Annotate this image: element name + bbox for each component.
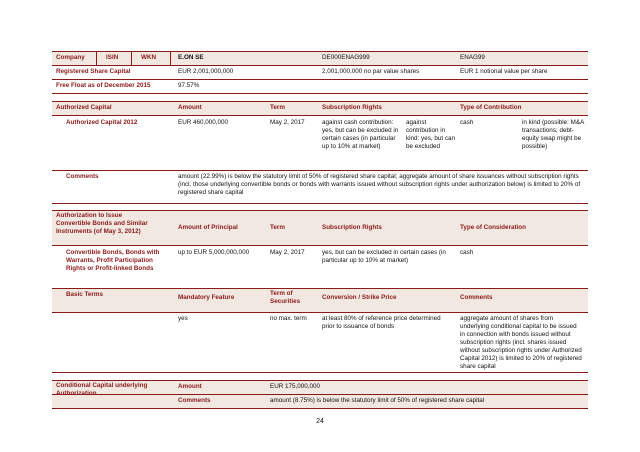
rule (52, 372, 588, 373)
convertible-consideration: cash (460, 249, 474, 256)
rule (52, 93, 588, 94)
conversion-strike-price-column-header: Conversion / Strike Price (322, 294, 397, 301)
type-of-contribution-column-header: Type of Contribution (460, 104, 522, 111)
registered-capital-notional: EUR 1 notional value per share (460, 68, 548, 75)
mandatory-feature-value: yes (178, 315, 188, 322)
rule (52, 79, 588, 80)
basic-terms-comments: aggregate amount of shares from underlying conditional capital to be issued in connection with bonds issued without subscription rights (incl. shares issued without subscription rights under Authorized Capital 2012) is limited to 20% of registered share capital (460, 315, 582, 370)
conditional-comments-label: Comments (178, 397, 211, 404)
rule (52, 170, 588, 171)
wkn-label: WKN (141, 54, 157, 61)
authorized-capital-2012-label: Authorized Capital 2012 (66, 119, 138, 126)
convertible-amount: up to EUR 5,000,000,000 (178, 249, 250, 256)
contribution-type-cash: cash (460, 119, 474, 126)
free-float-label: Free Float as of December 2015 (56, 82, 151, 89)
conditional-capital-label: Conditional Capital underlying Authorization (56, 382, 148, 397)
authorized-capital-amount: EUR 460,000,000 (178, 119, 229, 126)
authorized-capital-comments: amount (22.99%) is below the statutory limit of 50% of registered share capital; aggregate amount of share issuances without subscription rights (incl. those underlying convertible bonds or bonds with warrants issued without subscription rights under authorization below) is limited to 20% of registered share capital (178, 173, 581, 196)
term-of-securities-value: no max. term (270, 315, 307, 322)
column-divider (131, 51, 132, 65)
column-divider (96, 51, 97, 65)
term-column-header: Term (270, 224, 285, 231)
authorized-capital-comments-label: Comments (66, 173, 99, 180)
rule (52, 65, 588, 66)
registered-capital-amount: EUR 2,001,000,000 (178, 68, 234, 75)
convertible-subscription-rights: yes, but can be excluded in certain cases (in particular up to 10% at market) (322, 249, 446, 264)
registered-capital-label: Registered Share Capital (56, 68, 131, 75)
convertible-bonds-label: Convertible Bonds, Bonds with Warrants, Profit Participation Rights or Profit-linked Bonds (66, 249, 160, 272)
isin-label: ISIN (106, 54, 119, 61)
amount-column-header: Amount (178, 104, 202, 111)
comments-column-header: Comments (460, 294, 493, 301)
rule (52, 245, 588, 246)
rule (52, 312, 588, 313)
isin-value: DE000ENAG999 (322, 54, 370, 61)
header-band (52, 51, 588, 65)
wkn-value: ENAG99 (460, 54, 485, 61)
rule (52, 288, 588, 289)
convertible-section-label: Authorization to Issue Convertible Bonds and Similar Instruments (of May 3, 2012) (56, 212, 148, 235)
amount-of-principal-column-header: Amount of Principal (178, 224, 238, 231)
subscription-rights-cash: against cash contribution: yes, but can be excluded in certain cases (in particular up to 10% at market) (322, 119, 399, 150)
company-name: E.ON SE (178, 54, 204, 61)
term-column-header: Term (270, 104, 285, 111)
authorized-capital-section-label: Authorized Capital (56, 104, 112, 111)
rule (52, 210, 588, 211)
conversion-strike-price-value: at least 80% of reference price determined prior to issuance of bonds (322, 315, 441, 330)
subscription-rights-column-header: Subscription Rights (322, 104, 382, 111)
basic-terms-label: Basic Terms (66, 291, 103, 298)
contribution-type-kind: in kind (possible: M&A transactions; debt-equity swap might be possible) (522, 119, 584, 150)
term-of-securities-column-header: Term of Securities (270, 290, 301, 305)
page-number: 24 (316, 418, 324, 425)
rule (52, 101, 588, 102)
subscription-rights-kind: against contribution in kind: yes, but can be excluded (406, 119, 456, 150)
rule (52, 380, 588, 381)
subscription-rights-column-header: Subscription Rights (322, 224, 382, 231)
conditional-amount-label: Amount (178, 383, 202, 390)
mandatory-feature-column-header: Mandatory Feature (178, 294, 235, 301)
company-label: Company (56, 54, 85, 61)
conditional-comments: amount (8.75%) is below the statutory limit of 50% of registered share capital (270, 397, 485, 404)
authorized-capital-term: May 2, 2017 (270, 119, 305, 126)
rule (52, 51, 588, 52)
column-divider (170, 51, 171, 65)
type-of-consideration-column-header: Type of Consideration (460, 224, 527, 231)
free-float-value: 97.57% (178, 82, 200, 89)
conditional-amount: EUR 175,000,000 (270, 383, 321, 390)
convertible-term: May 2, 2017 (270, 249, 305, 256)
registered-capital-shares: 2,001,000,000 no par value shares (322, 68, 420, 75)
rule (52, 408, 588, 409)
rule (52, 203, 588, 204)
rule (52, 115, 588, 116)
basic-terms-header-band (52, 288, 588, 312)
